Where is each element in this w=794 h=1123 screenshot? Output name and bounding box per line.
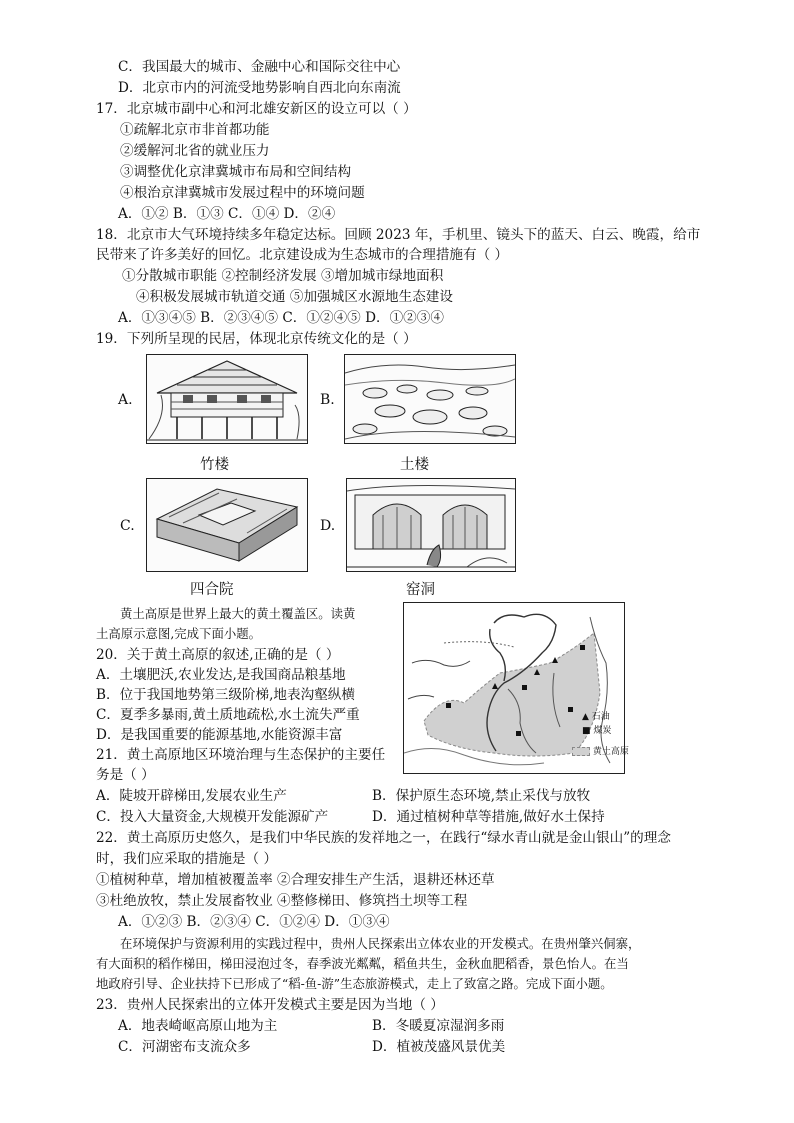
coal-legend-label: 煤炭	[593, 726, 612, 736]
caption-bamboo-house: 竹楼	[200, 457, 229, 473]
question-21-line-2: 务是（ ）	[96, 767, 155, 783]
q19-label-c: C.	[120, 518, 135, 534]
q19-label-a: A.	[118, 392, 133, 408]
q20-option-a: A．土壤肥沃,农业发达,是我国商品粮基地	[96, 667, 346, 683]
q23-option-c: C．河湖密布支流众多	[118, 1039, 251, 1055]
q17-options: A．①② B．①③ C．①④ D．②④	[118, 206, 336, 222]
q22-items-1: ①植树种草，增加植被覆盖率 ②合理安排生产生活，退耕还林还草	[96, 872, 495, 888]
bamboo-house-drawing	[147, 355, 307, 443]
q23-option-a: A．地表崎岖高原山地为主	[118, 1018, 278, 1034]
q18-items-1: ①分散城市职能 ②控制经济发展 ③增加城市绿地面积	[122, 268, 444, 284]
option-c-q16: C．我国最大的城市、金融中心和国际交往中心	[118, 59, 401, 75]
question-21-line-1: 21．黄土高原地区环境治理与生态保护的主要任	[96, 747, 386, 763]
q22-items-2: ③杜绝放牧，禁止发展畜牧业 ④整修梯田、修筑挡土坝等工程	[96, 893, 468, 909]
coal-icon: ■	[582, 726, 591, 736]
q17-item-2: ②缓解河北省的就业压力	[120, 143, 270, 159]
map-legend	[628, 702, 629, 703]
loess-legend	[572, 744, 629, 757]
bamboo-house-image	[146, 354, 308, 444]
q17-item-4: ④根治京津冀城市发展过程中的环境问题	[120, 185, 365, 201]
guizhou-passage-line-3: 地政府引导、企业扶持下已形成了“稻-鱼-游”生态旅游模式，走上了致富之路。完成下面小题。	[96, 976, 613, 991]
q19-label-d: D.	[320, 518, 336, 534]
q20-option-d: D．是我国重要的能源基地,水能资源丰富	[96, 727, 343, 743]
question-22-line-2: 时，我们应采取的措施是（ ）	[96, 851, 278, 867]
caption-cave-dwelling: 窑洞	[406, 582, 435, 598]
q21-option-a: A．陡坡开辟梯田,发展农业生产	[96, 788, 287, 804]
oil-legend-label: 石油	[591, 712, 610, 722]
guizhou-passage-line-1: 在环境保护与资源利用的实践过程中，贵州人民探索出立体农业的开发模式。在贵州肇兴侗寨，	[120, 936, 641, 951]
question-23: 23．贵州人民探索出的立体开发模式主要是因为当地（ ）	[96, 997, 444, 1013]
guizhou-passage-line-2: 有大面积的稻作梯田，梯田浸泡过冬，春季波光粼粼，稻鱼共生，金秋血肥稻香，景色怡人。在当	[96, 956, 629, 971]
question-18-line-2: 民带来了许多美好的回忆。北京建设成为生态城市的合理措施有（ ）	[96, 247, 509, 263]
question-19: 19．下列所呈现的民居，体现北京传统文化的是（ ）	[96, 331, 417, 347]
caption-courtyard-house: 四合院	[190, 582, 234, 598]
question-22-line-1: 22．黄土高原历史悠久，是我们中华民族的发祥地之一，在践行“绿水青山就是金山银山”的理念	[96, 830, 671, 846]
caption-earth-building: 土楼	[400, 457, 429, 473]
courtyard-house-image	[146, 478, 308, 572]
loess-swatch-icon	[572, 747, 590, 756]
q17-item-1: ①疏解北京市非首都功能	[120, 122, 270, 138]
q19-label-b: B.	[320, 392, 335, 408]
q18-options: A．①③④⑤ B．②③④⑤ C．①②④⑤ D．①②③④	[118, 310, 444, 326]
q21-option-b: B．保护原生态环境,禁止采伐与放牧	[372, 788, 591, 804]
cave-dwelling-drawing	[347, 479, 515, 571]
option-d-q16: D．北京市内的河流受地势影响自西北向东南流	[118, 80, 401, 96]
q23-option-d: D．植被茂盛风景优美	[372, 1039, 506, 1055]
loess-intro-line-1: 黄土高原是世界上最大的黄土覆盖区。读黄	[120, 606, 356, 621]
question-20: 20．关于黄土高原的叙述,正确的是（ ）	[96, 647, 340, 663]
q20-option-b: B．位于我国地势第三级阶梯,地表沟壑纵横	[96, 687, 355, 703]
loess-intro-line-2: 土高原示意图,完成下面小题。	[96, 626, 262, 641]
q23-option-b: B．冬暖夏凉湿润多雨	[372, 1018, 505, 1034]
courtyard-house-drawing	[147, 479, 307, 571]
q18-items-2: ④积极发展城市轨道交通 ⑤加强城区水源地生态建设	[136, 289, 453, 305]
oil-icon: ▲	[582, 712, 589, 722]
q20-option-c: C．夏季多暴雨,黄土质地疏松,水土流失严重	[96, 707, 360, 723]
question-17: 17．北京城市副中心和河北雄安新区的设立可以（ ）	[96, 101, 417, 117]
cave-dwelling-image	[346, 478, 516, 572]
q22-options: A．①②③ B．②③④ C．①②④ D．①③④	[118, 914, 390, 930]
question-18-line-1: 18．北京市大气环境持续多年稳定达标。回顾 2023 年，手机里、镜头下的蓝天、白云、晚霞，给市	[96, 227, 701, 243]
q21-option-d: D．通过植树种草等措施,做好水土保持	[372, 809, 605, 825]
oil-legend	[582, 709, 610, 722]
earth-building-drawing	[345, 355, 515, 443]
q21-option-c: C．投入大量资金,大规模开发能源矿产	[96, 809, 329, 825]
earth-building-image	[344, 354, 516, 444]
coal-legend	[582, 723, 611, 736]
loess-legend-label: 黄土高原	[592, 747, 629, 757]
q17-item-3: ③调整优化京津冀城市布局和空间结构	[120, 164, 352, 180]
